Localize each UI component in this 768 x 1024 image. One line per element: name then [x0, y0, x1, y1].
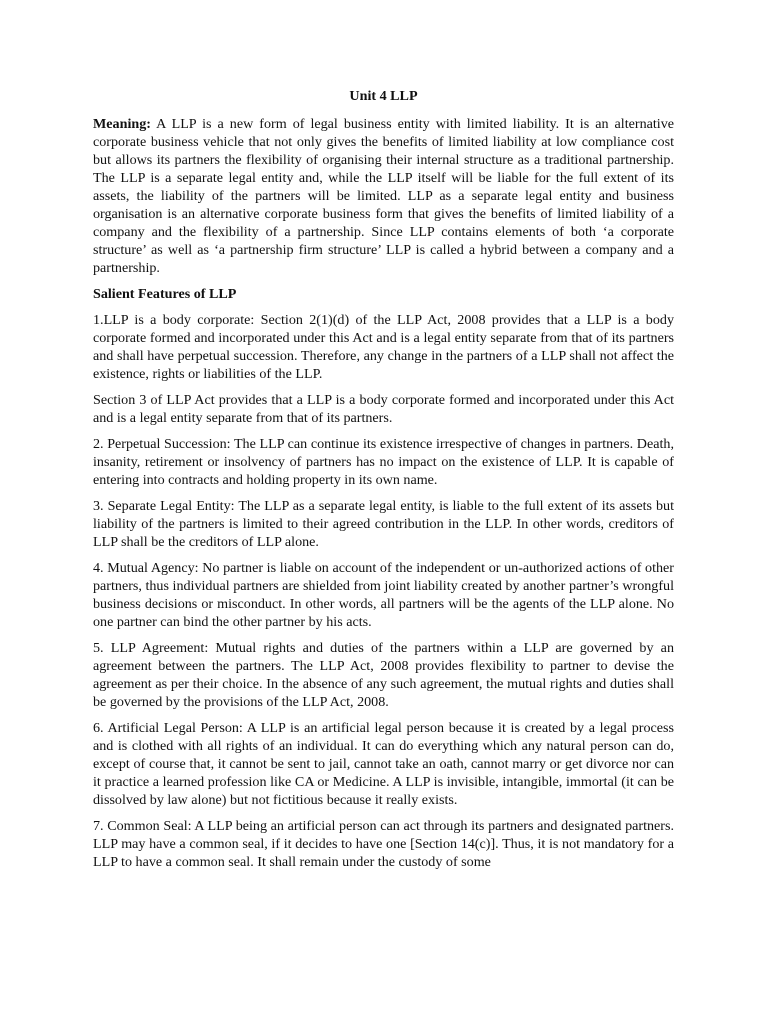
feature-paragraph-7: 7. Common Seal: A LLP being an artificial person can act through its partners and designated partners. LLP may have a common seal, if it decides to have one [Section 14(c)]. Thus, it is not mandatory for a LLP to have a common seal. It shall remain under the custody of some: [93, 818, 674, 870]
feature-paragraph-1: 1.LLP is a body corporate: Section 2(1)(d) of the LLP Act, 2008 provides that a LLP is a body corporate formed and incorporated under this Act and is a legal entity separate from that of its partners and shall have perpetual succession. Therefore, any change in the partners of a LLP shall not affect the existence, rights or liabilities of the LLP.: [93, 312, 674, 382]
section-3-paragraph: Section 3 of LLP Act provides that a LLP is a body corporate formed and incorporated under this Act and is a legal entity separate from that of its partners.: [93, 392, 674, 426]
meaning-text: A LLP is a new form of legal business entity with limited liability. It is an alternative corporate business vehicle that not only gives the benefits of limited liability at low compliance cost but allows its partners the flexibility of organising their internal structure as a traditional partnership. The LLP is a separate legal entity and, while the LLP itself will be liable for the full extent of its assets, the liability of the partners will be limited. LLP as a separate legal entity and business organisation is an alternative corporate business form that gives the benefits of limited liability of a company and the flexibility of a partnership. Since LLP contains elements of both ‘a corporate structure’ as well as ‘a partnership firm structure’ LLP is called a hybrid between a company and a partnership.: [93, 116, 674, 276]
feature-paragraph-4: 4. Mutual Agency: No partner is liable on account of the independent or un-authorized actions of other partners, thus individual partners are shielded from joint liability created by another partner’s wrongful business decisions or misconduct. In other words, all partners will be the agents of the LLP alone. No one partner can bind the other partner by his acts.: [93, 560, 674, 630]
feature-paragraph-2: 2. Perpetual Succession: The LLP can continue its existence irrespective of changes in partners. Death, insanity, retirement or insolvency of partners has no impact on the existence of LLP. It is capable of entering into contracts and holding property in its own name.: [93, 436, 674, 488]
meaning-paragraph: [93, 115, 674, 277]
features-heading: Salient Features of LLP: [93, 286, 237, 302]
feature-paragraph-6: 6. Artificial Legal Person: A LLP is an artificial legal person because it is created by a legal process and is clothed with all rights of an individual. It can do everything which any natural person can do, except of course that, it cannot be sent to jail, cannot take an oath, cannot marry or get divorce nor can it practice a learned profession like CA or Medicine. A LLP is invisible, intangible, immortal (it can be dissolved by law alone) but not fictitious because it really exists.: [93, 720, 674, 808]
feature-paragraph-5: 5. LLP Agreement: Mutual rights and duties of the partners within a LLP are governed by an agreement between the partners. The LLP Act, 2008 provides flexibility to partner to devise the agreement as per their choice. In the absence of any such agreement, the mutual rights and duties shall be governed by the provisions of the LLP Act, 2008.: [93, 640, 674, 710]
page-title: Unit 4 LLP: [349, 88, 418, 104]
document-page: [93, 87, 674, 879]
meaning-label: Meaning:: [93, 116, 151, 132]
feature-paragraph-3: 3. Separate Legal Entity: The LLP as a separate legal entity, is liable to the full extent of its assets but liability of the partners is limited to their agreed contribution in the LLP. In other words, creditors of LLP shall be the creditors of LLP alone.: [93, 498, 674, 550]
